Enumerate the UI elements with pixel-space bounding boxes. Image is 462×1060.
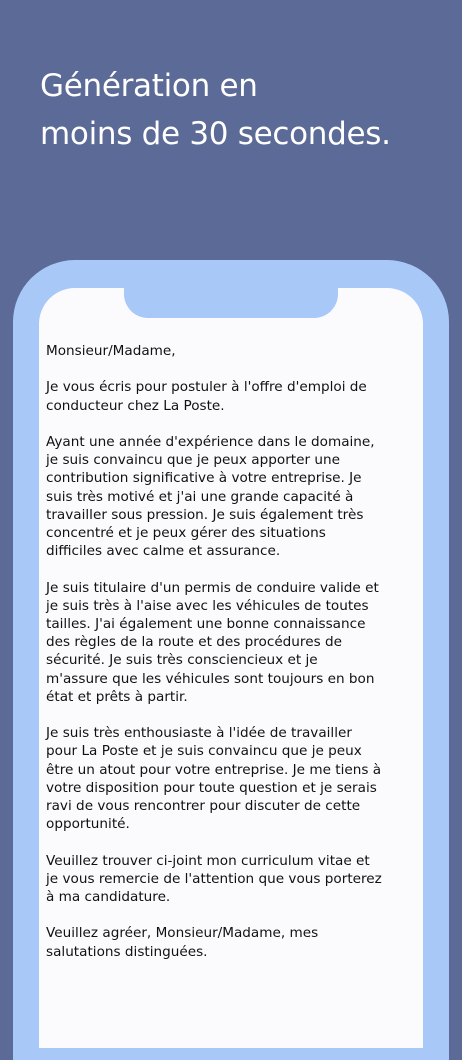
letter-line: suis très motivé et j'ai une grande capacité à: [46, 488, 354, 505]
letter-line: pour La Poste et je suis convaincu que je peux: [46, 743, 362, 760]
letter-paragraph: [46, 924, 420, 960]
letter-line: Je vous écris pour postuler à l'offre d'emploi de: [46, 379, 367, 396]
letter-line: être un atout pour votre entreprise. Je me tiens à: [46, 761, 382, 778]
headline-line-2: moins de 30 secondes.: [40, 116, 391, 152]
letter-line: salutations distinguées.: [46, 943, 208, 960]
letter-salutation: Monsieur/Madame,: [46, 343, 176, 359]
letter-paragraph: [46, 579, 420, 706]
letter-line: Ayant une année d'expérience dans le domaine,: [46, 433, 375, 450]
headline: [40, 62, 440, 158]
letter-line: état et prêts à partir.: [46, 688, 188, 705]
letter-line: à ma candidature.: [46, 889, 171, 906]
letter-line: contribution significative à votre entreprise. Je: [46, 470, 362, 487]
letter-paragraph: [46, 378, 420, 414]
letter-line: difficiles avec calme et assurance.: [46, 543, 281, 560]
letter-line: je suis convaincu que je peux apporter une: [46, 452, 340, 469]
letter-line: tailles. J'ai également une bonne connaissance: [46, 616, 366, 632]
letter-line: opportunité.: [46, 816, 130, 833]
cover-letter-text: [46, 342, 420, 979]
letter-line: travailler sous pression. Je suis également très: [46, 506, 364, 523]
letter-line: Je suis très enthousiaste à l'idée de travailler: [46, 725, 352, 742]
phone-notch: [124, 288, 338, 318]
letter-line: je suis très à l'aise avec les véhicules de toutes: [46, 597, 369, 614]
letter-line: Veuillez agréer, Monsieur/Madame, mes: [46, 925, 319, 942]
letter-line: ravi de vous rencontrer pour discuter de cette: [46, 798, 361, 815]
headline-line-1: Génération en: [40, 68, 258, 104]
letter-line: sécurité. Je suis très consciencieux et je: [46, 652, 318, 669]
letter-paragraph: [46, 852, 420, 907]
letter-line: conducteur chez La Poste.: [46, 397, 225, 414]
letter-line: des règles de la route et des procédures de: [46, 634, 342, 651]
letter-line: votre disposition pour toute question et je serais: [46, 779, 377, 796]
letter-line: Veuillez trouver ci-joint mon curriculum vitae et: [46, 852, 370, 869]
letter-line: m'assure que les véhicules sont toujours en bon: [46, 670, 375, 687]
letter-line: concentré et je peux gérer des situations: [46, 525, 326, 541]
letter-line: je vous remercie de l'attention que vous porterez: [46, 870, 382, 887]
letter-paragraph: [46, 433, 420, 560]
letter-line: Je suis titulaire d'un permis de conduire valide et: [46, 579, 379, 596]
letter-paragraphs: [46, 378, 420, 960]
letter-paragraph: [46, 724, 420, 833]
